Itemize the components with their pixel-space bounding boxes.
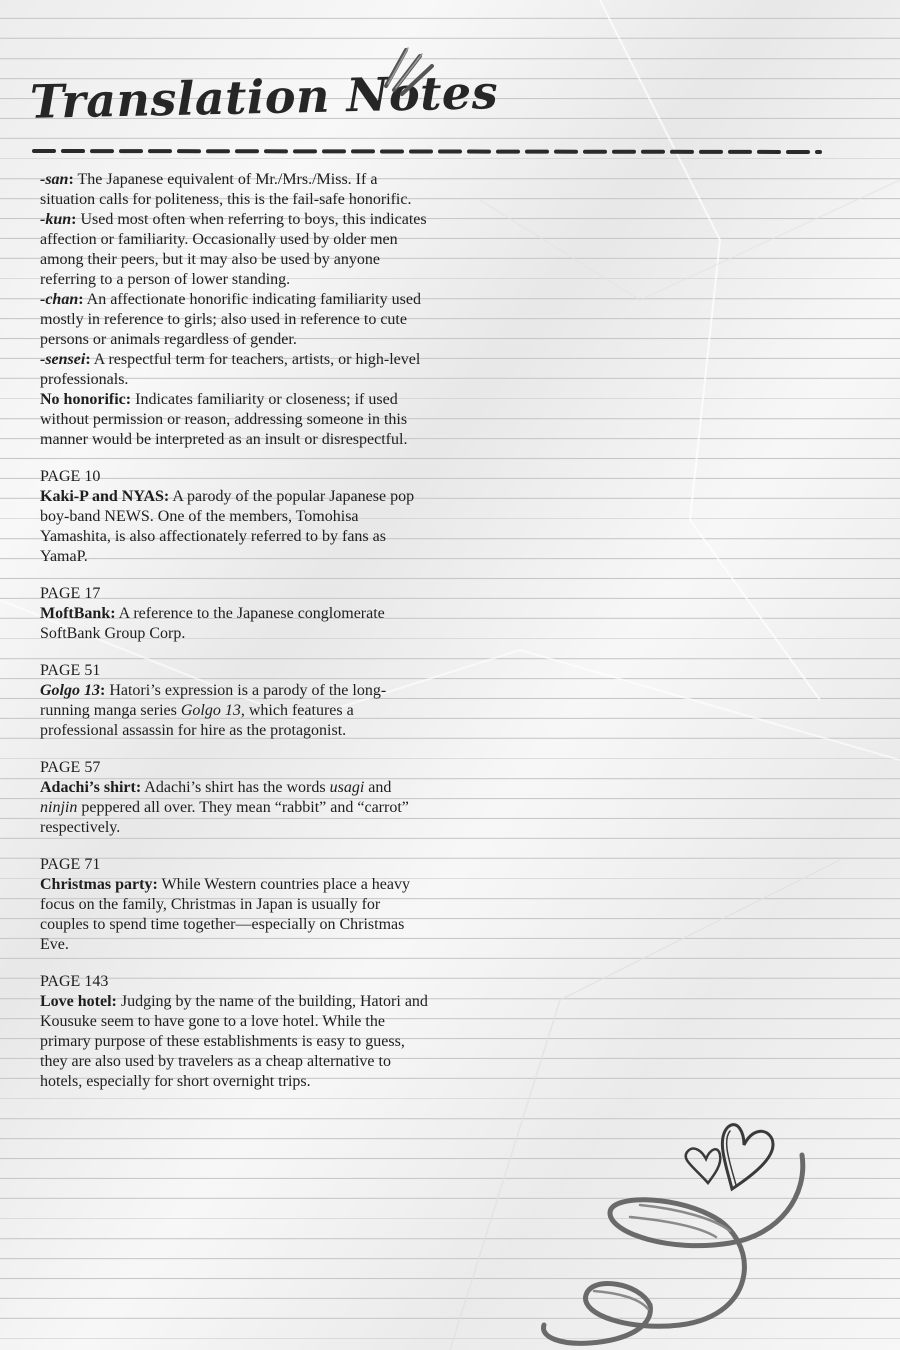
term-colon: : — [85, 351, 91, 368]
note-page-71 — [40, 855, 430, 955]
page-label: PAGE 17 — [40, 585, 101, 602]
note-text: Adachi’s shirt has the words — [141, 779, 330, 796]
note-text: Indicates familiarity or closeness; if used without permission or reason, addressing someone in this manner would be interpreted as an insult or disrespectful. — [40, 391, 408, 448]
note-chan — [40, 290, 430, 350]
note-text: An affectionate honorific indicating familiarity used mostly in reference to girls; also used in reference to cute persons or animals regardless of gender. — [40, 291, 421, 348]
term-colon: : — [100, 682, 106, 699]
note-text: The Japanese equivalent of Mr./Mrs./Miss. If a situation calls for politeness, this is the fail-safe honorific. — [40, 171, 412, 208]
note-page-57 — [40, 758, 430, 838]
term: Christmas party: — [40, 876, 158, 893]
term: -san — [40, 171, 69, 188]
term: Love hotel: — [40, 993, 117, 1010]
term: Adachi’s shirt: — [40, 779, 142, 796]
note-body — [40, 778, 430, 838]
large-heart-icon — [722, 1125, 773, 1189]
note-body — [40, 487, 430, 567]
note-sensei — [40, 350, 430, 390]
note-body — [40, 875, 430, 955]
term: MoftBank: — [40, 605, 116, 622]
note-body — [40, 604, 430, 644]
note-emphasis: usagi — [329, 779, 365, 796]
note-text: While Western countries place a heavy focus on the family, Christmas in Japan is usually for couples to spend time together—especially on Christmas Eve. — [40, 876, 411, 953]
note-page-10 — [40, 467, 430, 567]
note-page-143 — [40, 972, 430, 1092]
note-text: Hatori’s expression is a parody of the long-running manga series — [40, 682, 387, 719]
note-text: A reference to the Japanese conglomerate SoftBank Group Corp. — [40, 605, 385, 642]
note-emphasis: Golgo 13 — [180, 702, 241, 719]
swirl-icon — [543, 1155, 802, 1343]
page-label: PAGE 51 — [40, 662, 101, 679]
note-emphasis: ninjin — [40, 799, 78, 816]
page-label: PAGE 143 — [40, 973, 109, 990]
note-text: and — [364, 779, 392, 796]
note-text: peppered all over. They mean “rabbit” and “carrot” respectively. — [40, 799, 409, 836]
title-accent-marks — [378, 44, 438, 104]
term: -kun — [40, 211, 72, 228]
term-colon: : — [68, 171, 74, 188]
dashed-divider — [30, 143, 830, 159]
term: -chan — [40, 291, 79, 308]
term: Golgo 13 — [40, 682, 100, 699]
term-colon: : — [78, 291, 84, 308]
translation-notes — [40, 170, 430, 1109]
note-text: , which features a professional assassin for hire as the protagonist. — [40, 702, 354, 739]
term: Kaki-P and NYAS: — [40, 488, 170, 505]
page-label: PAGE 10 — [40, 468, 101, 485]
hearts-swirl-doodle — [530, 1115, 830, 1350]
small-heart-icon — [686, 1149, 721, 1183]
honorifics-section — [40, 170, 430, 450]
note-san — [40, 170, 430, 210]
page-title: Translation Notes — [29, 65, 499, 129]
note-kun — [40, 210, 430, 290]
note-page-51 — [40, 661, 430, 741]
note-body — [40, 681, 430, 741]
term: No honorific: — [40, 391, 132, 408]
note-text: Used most often when referring to boys, this indicates affection or familiarity. Occasionally used by older men among their peers, but it may also be used by anyone referring to a person of lower standing. — [40, 211, 427, 288]
term-colon: : — [71, 211, 77, 228]
note-text: A respectful term for teachers, artists, or high-level professionals. — [40, 351, 421, 388]
note-page-17 — [40, 584, 430, 644]
note-text: A parody of the popular Japanese pop boy-band NEWS. One of the members, Tomohisa Yamashita, is also affectionately referred to by fans as YamaP. — [40, 488, 415, 565]
note-no-honorific — [40, 390, 430, 450]
page-label: PAGE 57 — [40, 759, 101, 776]
term: -sensei — [40, 351, 86, 368]
note-body — [40, 992, 430, 1092]
page-label: PAGE 71 — [40, 856, 101, 873]
note-text: Judging by the name of the building, Hatori and Kousuke seem to have gone to a love hotel. While the primary purpose of these establishments is easy to guess, they are also used by travelers as a cheap alternative to hotels, especially for short overnight trips. — [40, 993, 428, 1090]
